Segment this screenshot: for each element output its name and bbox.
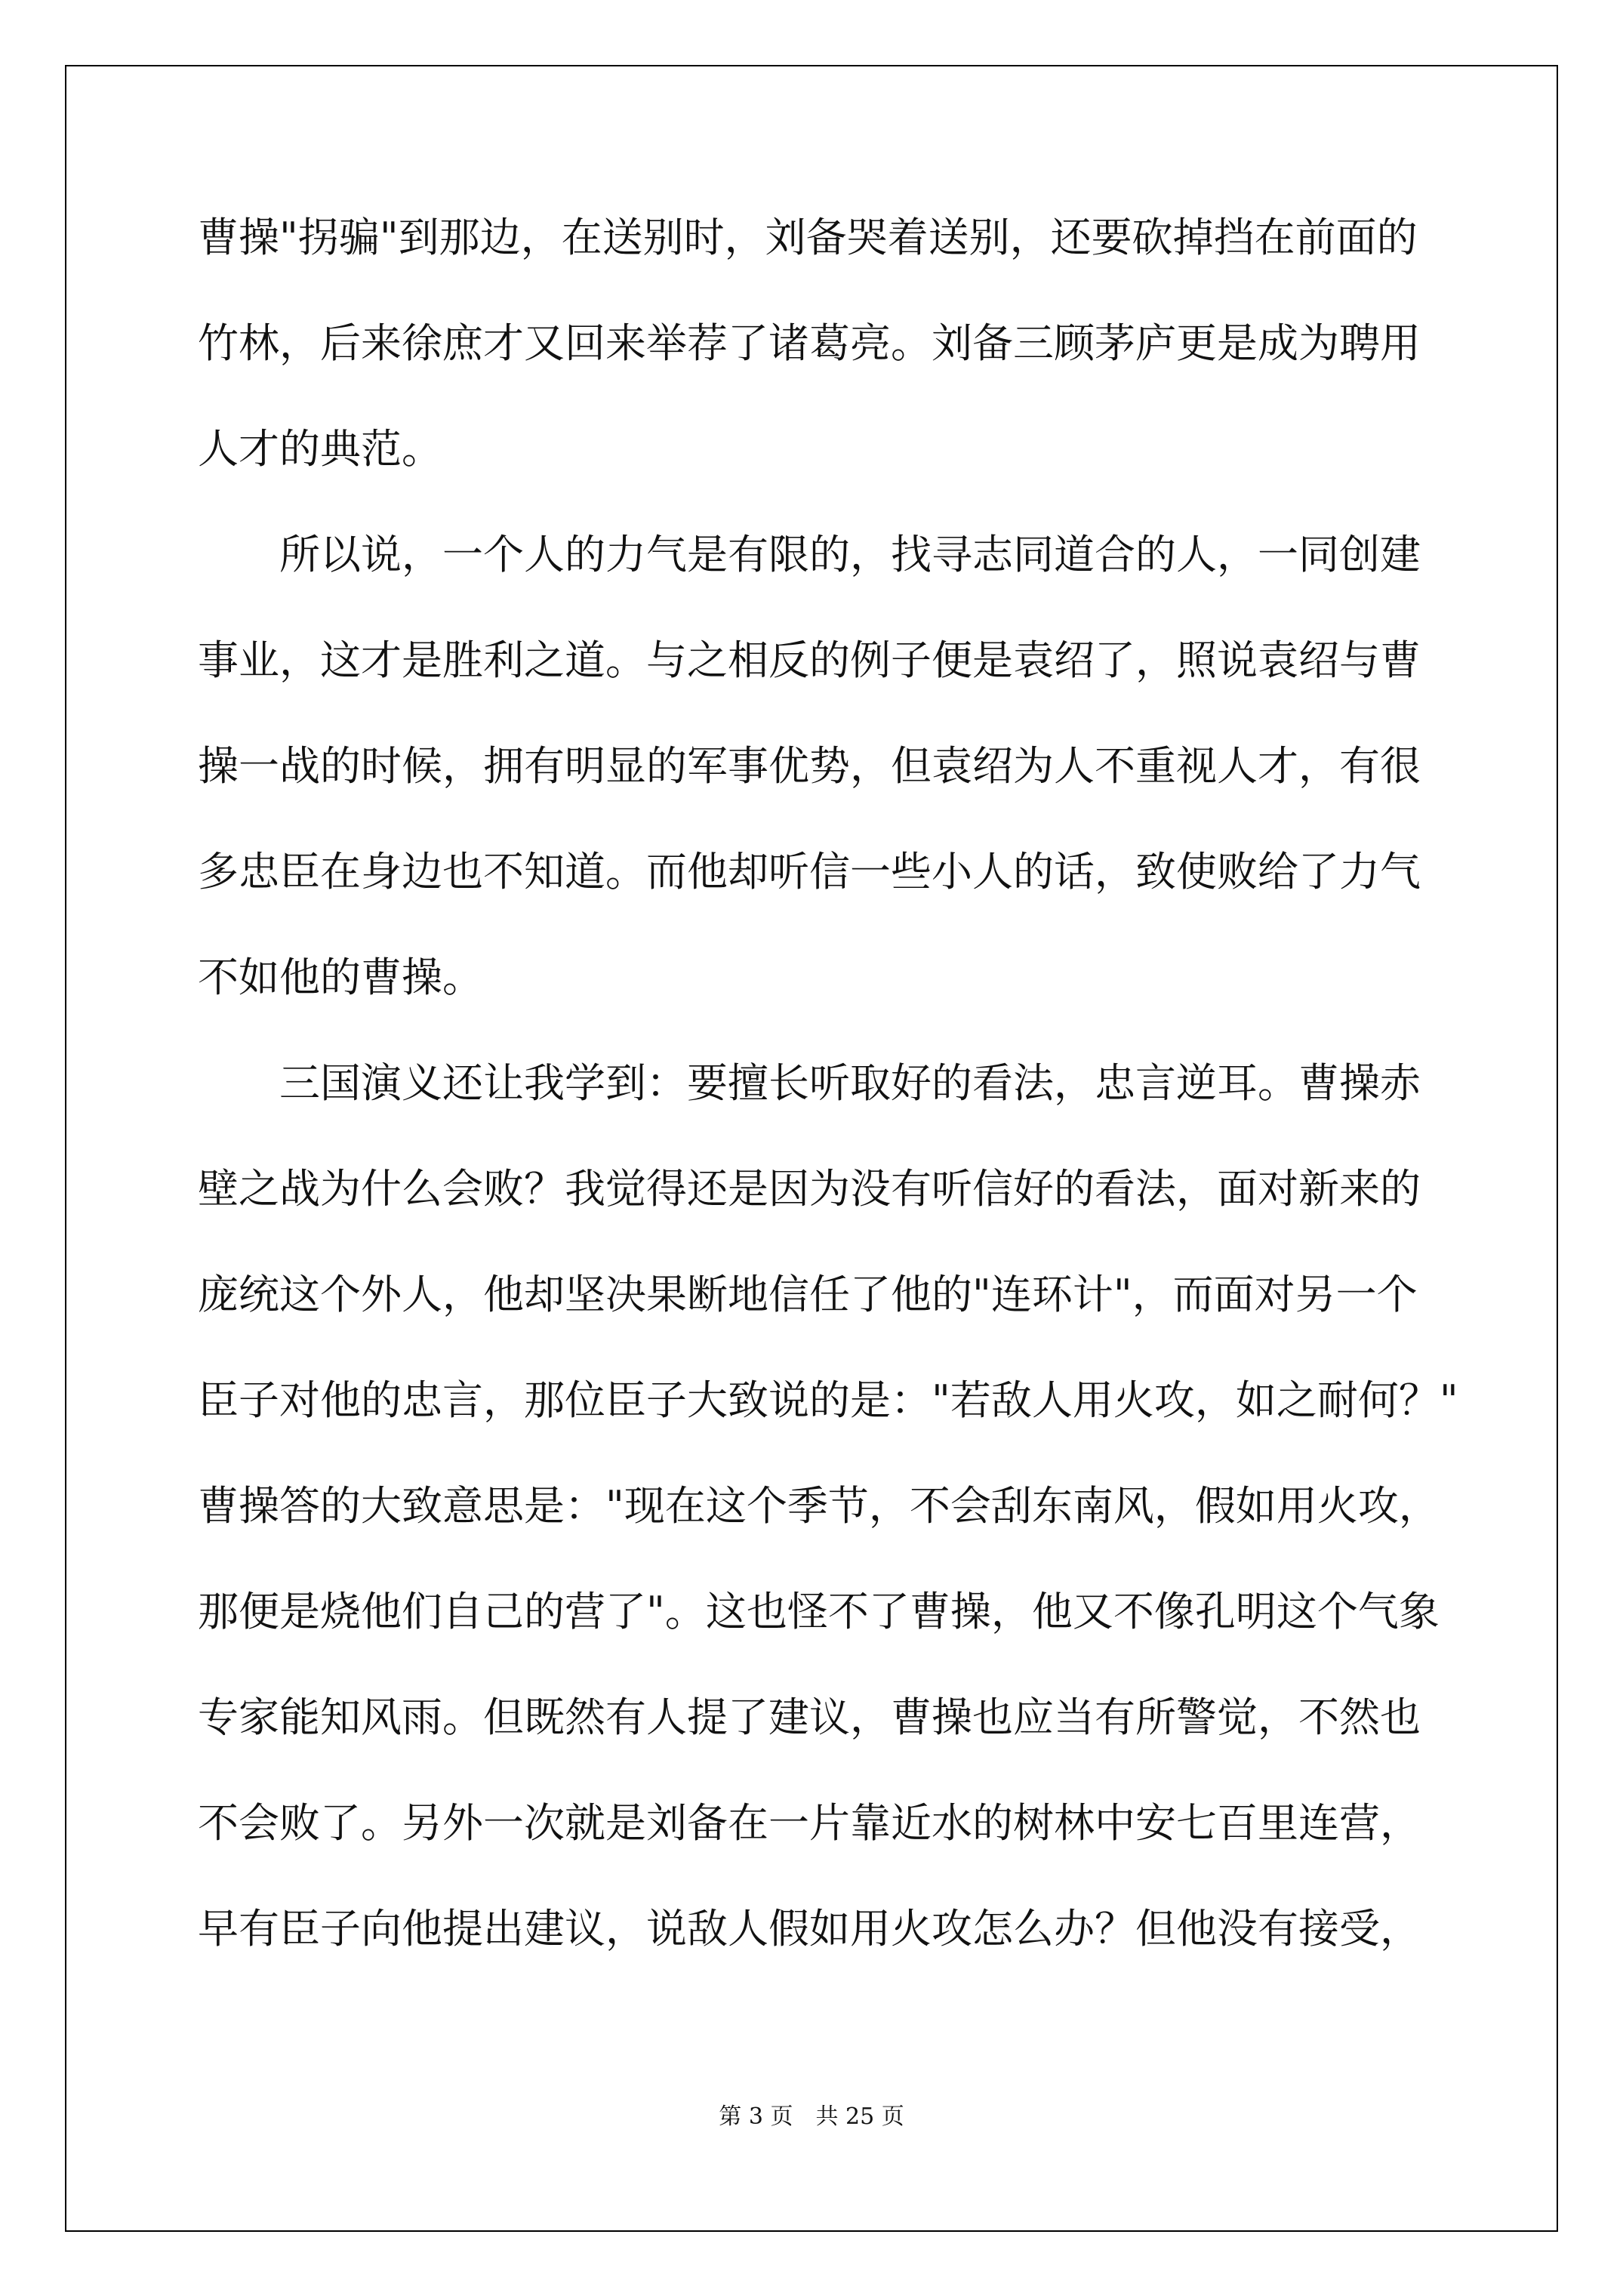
text-line: 早有臣子向他提出建议，说敌人假如用火攻怎么办？但他没有接受， bbox=[198, 1905, 1421, 1952]
text-line: 不会败了。另外一次就是刘备在一片靠近水的树林中安七百里连营， bbox=[198, 1799, 1421, 1847]
page-number: 第 3 页 bbox=[719, 2103, 793, 2130]
text-line: 三国演义还让我学到：要擅长听取好的看法，忠言逆耳。曹操赤 bbox=[198, 1059, 1421, 1107]
text-line: 事业，这才是胜利之道。与之相反的例子便是袁绍了，照说袁绍与曹 bbox=[198, 636, 1421, 684]
text-line: 庞统这个外人，他却坚决果断地信任了他的"连环计"，而面对另一个 bbox=[198, 1271, 1418, 1318]
page-footer bbox=[0, 2097, 1623, 2131]
text-line: 曹操"拐骗"到那边，在送别时，刘备哭着送别，还要砍掉挡在前面的 bbox=[198, 214, 1418, 261]
page-total: 共 25 页 bbox=[815, 2103, 904, 2130]
text-line: 曹操答的大致意思是："现在这个季节，不会刮东南风，假如用火攻， bbox=[198, 1482, 1440, 1530]
text-line: 多忠臣在身边也不知道。而他却听信一些小人的话，致使败给了力气 bbox=[198, 848, 1421, 895]
text-line: 壁之战为什么会败？我觉得还是因为没有听信好的看法，面对新来的 bbox=[198, 1165, 1421, 1213]
text-line: 不如他的曹操。 bbox=[198, 954, 483, 1001]
text-line: 操一战的时候，拥有明显的军事优势，但袁绍为人不重视人才，有很 bbox=[198, 742, 1421, 790]
text-line: 所以说，一个人的力气是有限的，找寻志同道合的人，一同创建 bbox=[198, 531, 1421, 578]
text-line: 竹林，后来徐庶才又回来举荐了诸葛亮。刘备三顾茅庐更是成为聘用 bbox=[198, 319, 1421, 367]
text-line: 那便是烧他们自己的营了"。这也怪不了曹操，他又不像孔明这个气象 bbox=[198, 1588, 1440, 1635]
text-line: 人才的典范。 bbox=[198, 425, 442, 473]
document-body bbox=[198, 211, 1458, 2008]
text-line: 臣子对他的忠言，那位臣子大致说的是："若敌人用火攻，如之耐何？" bbox=[198, 1376, 1458, 1424]
text-line: 专家能知风雨。但既然有人提了建议，曹操也应当有所警觉，不然也 bbox=[198, 1693, 1421, 1741]
